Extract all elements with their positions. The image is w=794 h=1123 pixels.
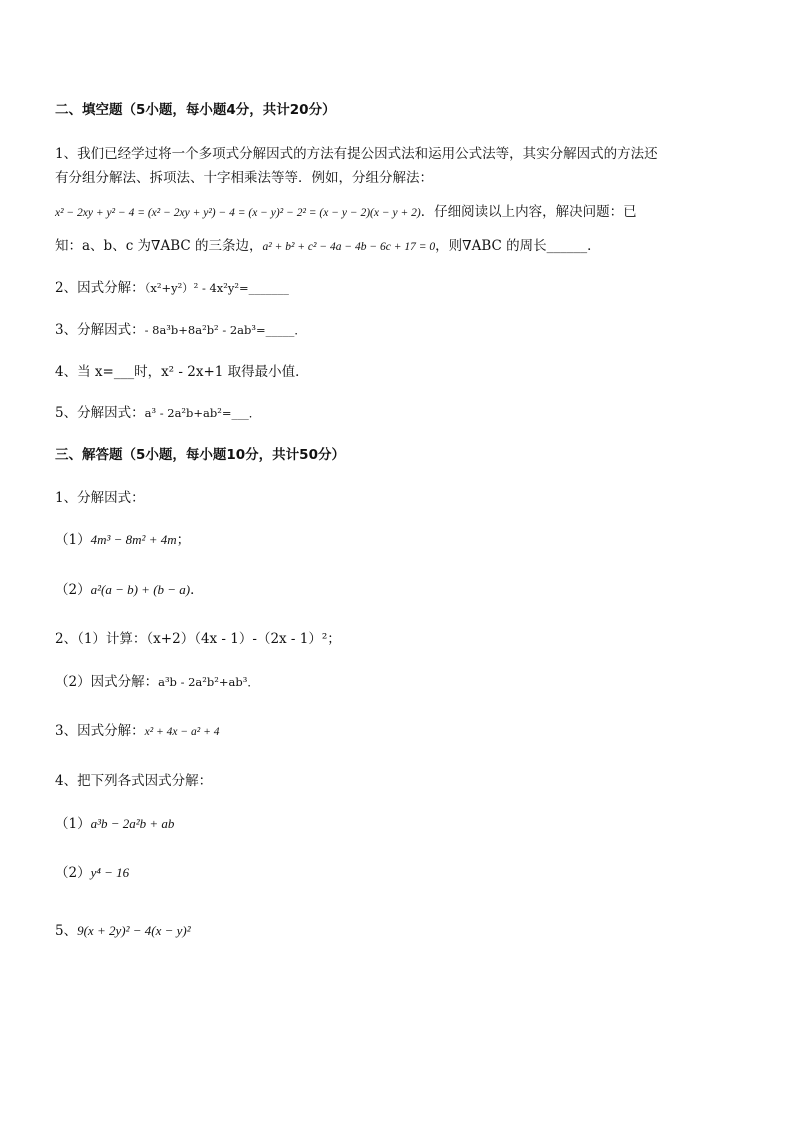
answer-q4-part2-expr: y⁴ − 16: [90, 865, 130, 880]
answer-q2-part1: 2、（1）计算：（x+2）（4x - 1）-（2x - 1）²；: [55, 631, 341, 647]
fill-q1-line1: 1、我们已经学过将一个多项式分解因式的方法有提公因式法和运用公式法等，其实分解因式的方法还: [55, 146, 658, 162]
answer-q1-part2-tail: ．: [190, 582, 204, 598]
fill-q1-line4-tail: ，则∇ABC 的周长______．: [435, 238, 601, 254]
fill-q2-expr: （x²+y²）² - 4x²y²=_______: [144, 281, 289, 295]
answer-q1-part1-expr: 4m³ − 8m² + 4m: [90, 532, 177, 547]
fill-q4-prefix: 4、当: [55, 364, 95, 380]
answer-q1-part1-label: （1）: [55, 532, 91, 548]
fill-q1-condition-formula: a² + b² + c² − 4a − 4b − 6c + 17 = 0: [262, 241, 436, 253]
answer-q1-part1-tail: ；: [176, 532, 191, 548]
answer-q3-prefix: 3、因式分解：: [55, 723, 145, 739]
answer-q1-title: 1、分解因式：: [55, 490, 145, 506]
fill-q2: [55, 279, 289, 297]
fill-q4-expr: x=___时，x² - 2x+1 取得最小值．: [94, 364, 309, 380]
answer-q2-part2-expr: a³b - 2a²b²+ab³．: [158, 675, 259, 689]
answer-q5-prefix: 5、: [55, 923, 78, 939]
answer-q4-part2: [55, 864, 129, 882]
fill-q1-line2: 有分组分解法、拆项法、十字相乘法等等．例如，分组分解法：: [55, 170, 433, 186]
fill-q4: [55, 363, 309, 381]
fill-q1-line4-head: 知：a、b、c 为∇ABC 的三条边，: [55, 238, 263, 254]
answer-q3: [55, 722, 219, 741]
answer-q4-part2-label: （2）: [55, 865, 91, 881]
fill-q2-prefix: 2、因式分解：: [55, 280, 145, 296]
fill-q5-prefix: 5、分解因式：: [55, 405, 145, 421]
fill-q3-prefix: 3、分解因式：: [55, 322, 145, 338]
answer-q1-part1: [55, 531, 190, 549]
fill-q5-expr: a³ - 2a²b+ab²=___．: [144, 406, 261, 420]
answer-q4-part1: [55, 815, 174, 833]
answer-q1-part2: [55, 581, 204, 599]
answer-q4-title: 4、把下列各式因式分解：: [55, 773, 213, 789]
fill-q1-line3-tail: ．仔细阅读以上内容，解决问题：已: [420, 204, 637, 220]
fill-q3: [55, 321, 306, 339]
fill-q5: [55, 404, 260, 422]
answer-q3-expr: x² + 4x − a² + 4: [144, 726, 220, 738]
answer-q2-part2: [55, 673, 259, 691]
answer-q4-part1-label: （1）: [55, 816, 91, 832]
answer-q5: [55, 922, 191, 940]
answer-q2-part2-label: （2）因式分解：: [55, 674, 159, 690]
answer-q1-part2-label: （2）: [55, 582, 91, 598]
section-heading-answer: 三、解答题（5小题，每小题10分，共计50分）: [55, 447, 345, 463]
section-heading-fill-blank: 二、填空题（5小题，每小题4分，共计20分）: [55, 102, 336, 118]
fill-q1-line4: [55, 237, 601, 256]
answer-q5-expr: 9(x + 2y)² − 4(x − y)²: [77, 923, 191, 938]
fill-q1-example-formula: x² − 2xy + y² − 4 = (x² − 2xy + y²) − 4 = (x − y)² − 2² = (x − y − 2)(x − y + 2): [55, 207, 421, 219]
answer-q4-part1-expr: a³b − 2a²b + ab: [90, 816, 175, 831]
fill-q3-expr: - 8a³b+8a²b² - 2ab³=_____．: [144, 323, 306, 337]
answer-q1-part2-expr: a²(a − b) + (b − a): [90, 582, 191, 597]
fill-q1-line3: [55, 203, 637, 222]
